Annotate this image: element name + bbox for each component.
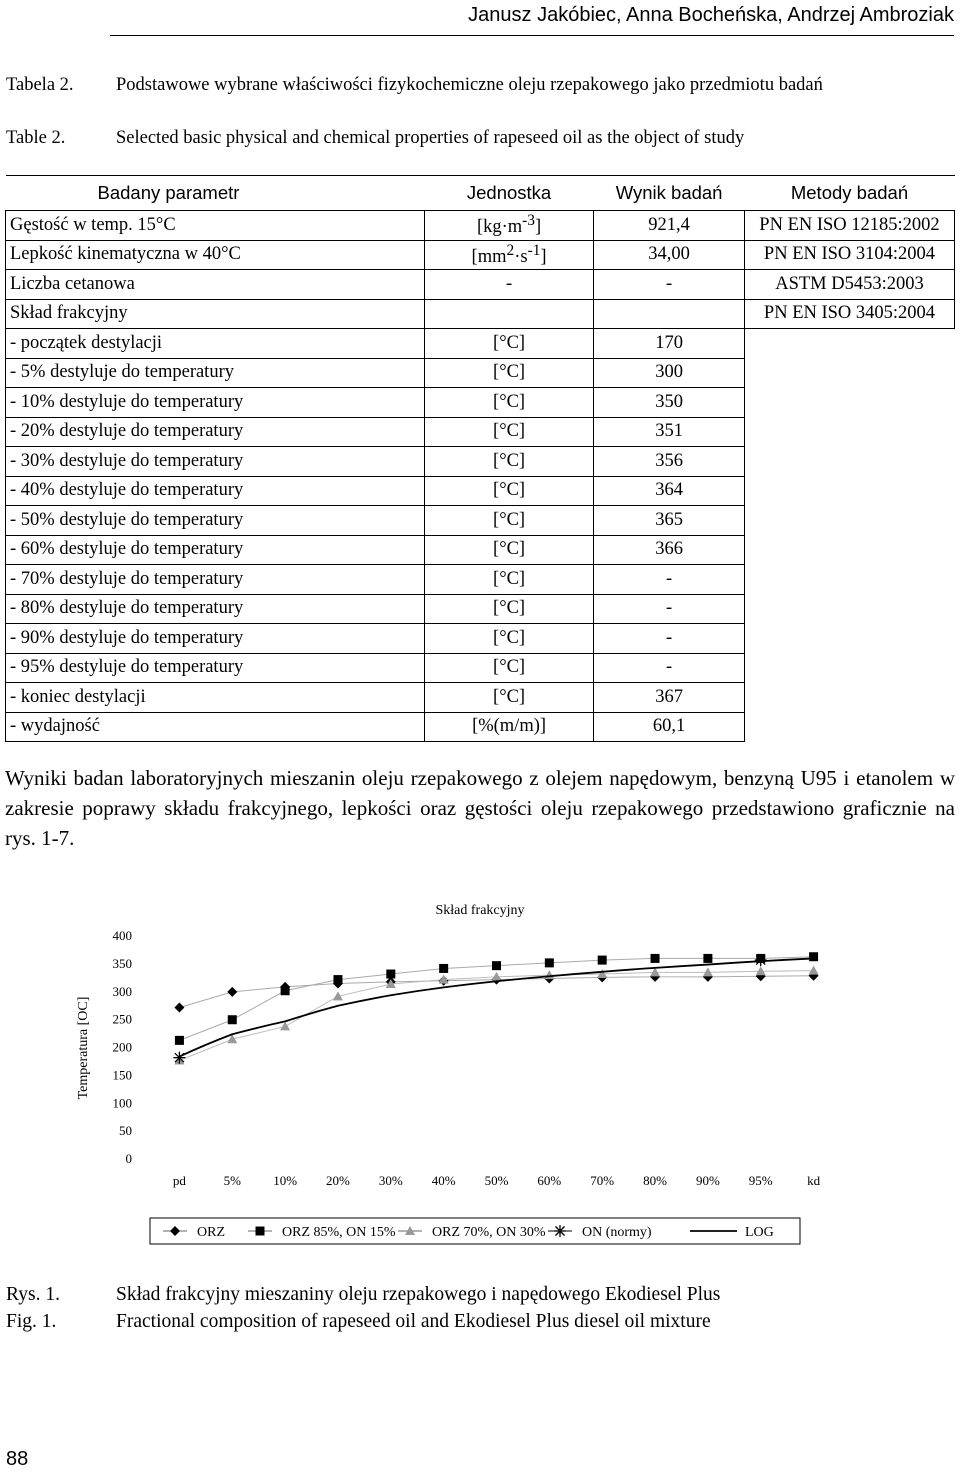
cell-parameter: - 40% destyluje do temperatury: [6, 476, 425, 506]
cell-method: [744, 506, 954, 536]
header-result: Wynik badań: [594, 176, 745, 211]
cell-unit: [°C]: [424, 506, 593, 536]
table-row: [6, 417, 955, 447]
cell-method: [744, 358, 954, 388]
cell-parameter: - początek destylacji: [6, 329, 425, 359]
cell-parameter: - 90% destyluje do temperatury: [6, 624, 425, 654]
series-3-point: [173, 1052, 185, 1064]
cell-unit: [°C]: [424, 447, 593, 477]
x-tick-label: kd: [807, 1173, 821, 1188]
cell-value: 170: [594, 329, 745, 359]
table-header-row: [6, 176, 955, 211]
cell-unit: $[kg\cdot m^{-3}]$: [424, 211, 593, 241]
cell-value: 366: [594, 535, 745, 565]
legend-marker-1: [256, 1227, 265, 1236]
cell-unit: [°C]: [424, 594, 593, 624]
cell-unit: [°C]: [424, 535, 593, 565]
cell-parameter: - koniec destylacji: [6, 683, 425, 713]
cell-method: [744, 476, 954, 506]
cell-method: ASTM D5453:2003: [744, 270, 954, 300]
legend-marker-0: [170, 1226, 180, 1236]
cell-value: 356: [594, 447, 745, 477]
cell-unit: [°C]: [424, 565, 593, 595]
figure-caption-pl-text: Skład frakcyjny mieszaniny oleju rzepakowego i napędowego Ekodiesel Plus: [116, 1284, 721, 1305]
legend-label: ORZ: [197, 1225, 225, 1240]
cell-unit: [°C]: [424, 653, 593, 683]
table-caption-en-label: Table 2.: [6, 128, 66, 148]
cell-method: [744, 447, 954, 477]
y-axis-label: Temperatura [OC]: [76, 996, 91, 1100]
table-row: [6, 299, 955, 329]
x-tick-label: 20%: [326, 1173, 350, 1188]
header-unit: Jednostka: [424, 176, 593, 211]
cell-parameter: - 80% destyluje do temperatury: [6, 594, 425, 624]
legend-marker-3: [554, 1225, 566, 1237]
table-row: [6, 388, 955, 418]
series-1-point: [545, 958, 554, 967]
table-body: [6, 211, 955, 742]
y-tick-label: 250: [112, 1011, 132, 1027]
cell-value: 921,4: [594, 211, 745, 241]
y-tick-label: 350: [112, 955, 132, 971]
x-tick-label: pd: [172, 1173, 186, 1188]
table-caption-pl-label: Tabela 2.: [6, 75, 74, 95]
table-caption-en-text: Selected basic physical and chemical properties of rapeseed oil as the object of study: [116, 128, 745, 148]
cell-method: [744, 594, 954, 624]
figure-caption-pl-label: Rys. 1.: [6, 1284, 60, 1305]
cell-parameter: - 60% destyluje do temperatury: [6, 535, 425, 565]
cell-parameter: - 30% destyluje do temperatury: [6, 447, 425, 477]
y-tick-label: 400: [112, 928, 132, 943]
cell-value: 300: [594, 358, 745, 388]
table-row: [6, 624, 955, 654]
figure-caption-en-label: Fig. 1.: [6, 1311, 57, 1332]
cell-method: [744, 712, 954, 742]
cell-value: 350: [594, 388, 745, 418]
cell-value: -: [594, 594, 745, 624]
x-tick-label: 80%: [643, 1173, 667, 1188]
cell-method: [744, 535, 954, 565]
cell-parameter: Skład frakcyjny: [6, 299, 425, 329]
table-row: [6, 653, 955, 683]
series-1-point: [703, 954, 712, 963]
series-1-point: [281, 986, 290, 995]
cell-method: [744, 565, 954, 595]
x-tick-label: 40%: [431, 1173, 456, 1188]
table-row: [6, 358, 955, 388]
cell-unit: -: [424, 270, 593, 300]
cell-value: -: [594, 270, 745, 300]
cell-value: -: [594, 653, 745, 683]
cell-parameter: - 70% destyluje do temperatury: [6, 565, 425, 595]
x-tick-label: 60%: [537, 1173, 562, 1188]
cell-unit: [°C]: [424, 417, 593, 447]
cell-unit: [°C]: [424, 358, 593, 388]
cell-method: [744, 653, 954, 683]
table-row: [6, 683, 955, 713]
cell-value: -: [594, 624, 745, 654]
cell-value: [594, 299, 745, 329]
series-0-point: [227, 987, 237, 997]
page-number: 88: [6, 1448, 29, 1470]
cell-unit: [°C]: [424, 476, 593, 506]
table-row: [6, 506, 955, 536]
header-parameter: Badany parametr: [6, 176, 425, 211]
cell-value: -: [594, 565, 745, 595]
header-rule: [110, 35, 954, 36]
cell-unit: [424, 299, 593, 329]
cell-parameter: Gęstość w temp. 15°C: [6, 211, 425, 241]
table-row: [6, 712, 955, 742]
figure-caption-en-text: Fractional composition of rapeseed oil and Ekodiesel Plus diesel oil mixture: [116, 1311, 711, 1332]
series-1-point: [386, 970, 395, 979]
cell-method: [744, 417, 954, 447]
table-row: [6, 211, 955, 241]
table-row: [6, 535, 955, 565]
authors: Janusz Jakóbiec, Anna Bocheńska, Andrzej Ambroziak: [468, 4, 954, 26]
x-tick-label: 10%: [273, 1173, 298, 1188]
y-tick-label: 50: [119, 1123, 132, 1139]
series-1-point: [228, 1015, 237, 1024]
y-tick-label: 200: [112, 1039, 132, 1055]
table-row: [6, 476, 955, 506]
cell-method: PN EN ISO 12185:2002: [744, 211, 954, 241]
cell-method: [744, 683, 954, 713]
table-caption-pl-text: Podstawowe wybrane właściwości fizykochemiczne oleju rzepakowego jako przedmiotu badań: [116, 75, 823, 95]
chart-title: Skład frakcyjny: [435, 903, 525, 918]
cell-method: PN EN ISO 3104:2004: [744, 240, 954, 270]
cell-unit: [°C]: [424, 683, 593, 713]
cell-parameter: - 50% destyluje do temperatury: [6, 506, 425, 536]
series-1-point: [651, 954, 660, 963]
cell-value: 364: [594, 476, 745, 506]
table-row: [6, 594, 955, 624]
cell-value: 34,00: [594, 240, 745, 270]
series-2-point: [809, 966, 819, 975]
page-header: [0, 0, 960, 40]
y-tick-label: 0: [125, 1151, 132, 1166]
cell-value: 351: [594, 417, 745, 447]
cell-unit: [°C]: [424, 624, 593, 654]
series-1-point: [175, 1036, 184, 1045]
cell-value: 60,1: [594, 712, 745, 742]
table-row: [6, 329, 955, 359]
cell-method: [744, 329, 954, 359]
cell-value: 367: [594, 683, 745, 713]
series-1-point: [809, 952, 818, 961]
cell-unit: [°C]: [424, 388, 593, 418]
series-1-point: [598, 956, 607, 965]
cell-parameter: Lepkość kinematyczna w 40°C: [6, 240, 425, 270]
series-1-point: [492, 961, 501, 970]
cell-parameter: - wydajność: [6, 712, 425, 742]
cell-method: PN EN ISO 3405:2004: [744, 299, 954, 329]
series-0-point: [174, 1002, 184, 1012]
properties-table: [5, 175, 955, 742]
cell-method: [744, 388, 954, 418]
table-row: [6, 270, 955, 300]
legend-label: ON (normy): [582, 1225, 652, 1240]
x-tick-label: 70%: [590, 1173, 615, 1188]
x-tick-label: 50%: [484, 1173, 509, 1188]
table-row: [6, 565, 955, 595]
cell-parameter: Liczba cetanowa: [6, 270, 425, 300]
cell-unit: [°C]: [424, 329, 593, 359]
x-tick-label: 95%: [748, 1173, 773, 1188]
cell-method: [744, 624, 954, 654]
body-paragraph: Wyniki badan laboratoryjnych mieszanin oleju rzepakowego z olejem napędowym, benzyną U95 i etanolem w zakresie poprawy składu frakcyjnego, lepkości oraz gęstości oleju rzepakowego przedstawiono graficznie na rys. 1-7.: [5, 766, 955, 850]
cell-parameter: - 5% destyluje do temperatury: [6, 358, 425, 388]
cell-parameter: - 20% destyluje do temperatury: [6, 417, 425, 447]
x-tick-label: 5%: [223, 1173, 241, 1188]
x-tick-label: 30%: [378, 1173, 403, 1188]
legend-label: ORZ 70%, ON 30%: [432, 1225, 546, 1240]
table-row: [6, 240, 955, 270]
cell-value: 365: [594, 506, 745, 536]
cell-unit: $[mm^2\cdot s^{-1}]$: [424, 240, 593, 270]
cell-parameter: - 95% destyluje do temperatury: [6, 653, 425, 683]
y-tick-label: 150: [112, 1067, 132, 1083]
fractional-composition-chart: [60, 890, 880, 1250]
header-method: Metody badań: [744, 176, 954, 211]
y-tick-label: 300: [112, 983, 132, 999]
cell-parameter: - 10% destyluje do temperatury: [6, 388, 425, 418]
x-tick-label: 90%: [695, 1173, 720, 1188]
series-1-point: [333, 975, 342, 984]
cell-unit: [%(m/m)]: [424, 712, 593, 742]
legend-label: LOG: [745, 1225, 774, 1240]
legend-label: ORZ 85%, ON 15%: [282, 1225, 396, 1240]
series-1-point: [439, 964, 448, 973]
y-tick-label: 100: [112, 1095, 132, 1111]
table-row: [6, 447, 955, 477]
